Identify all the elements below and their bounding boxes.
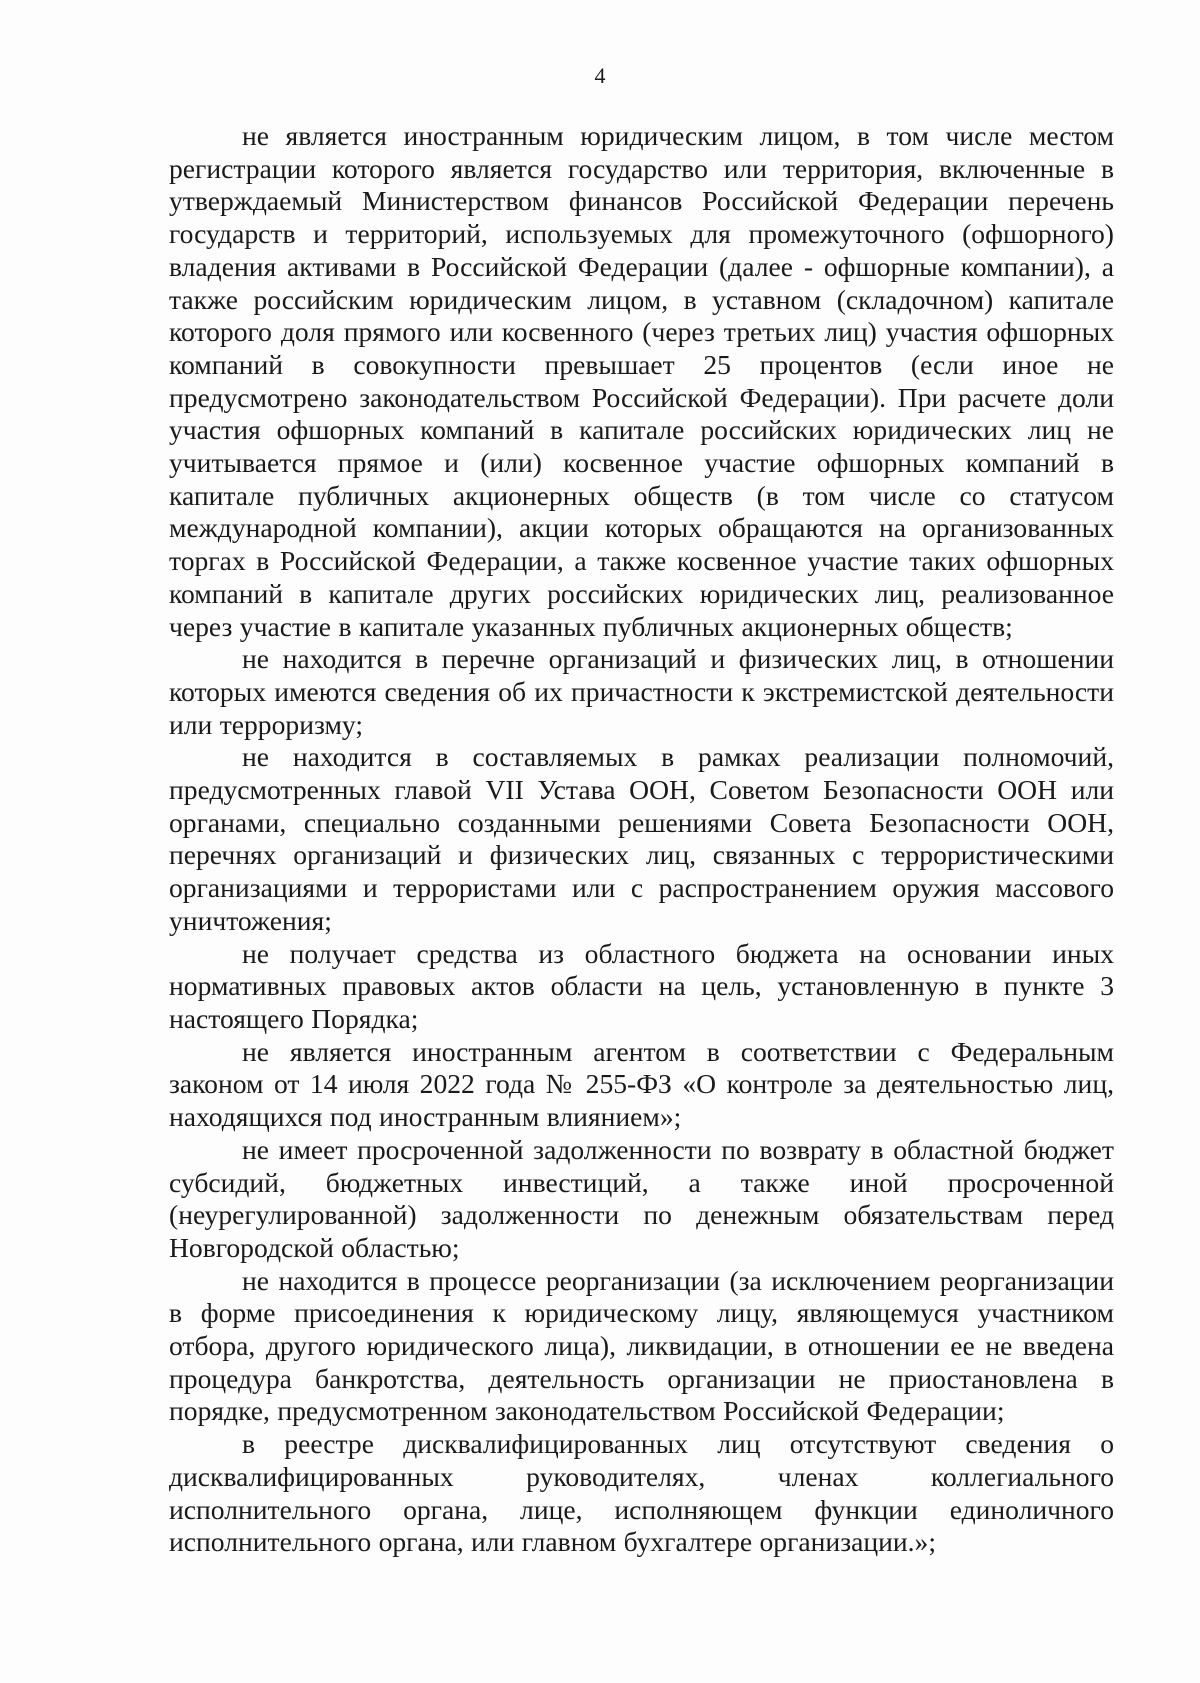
paragraph-foreign-agent: не является иностранным агентом в соответствии с Федеральным законом от 14 июля 2022 года № 255-ФЗ «О контроле за деятельностью лиц, находящихся под иностранным влиянием»; (169, 1035, 1114, 1133)
document-body (169, 120, 1114, 1559)
paragraph-offshore-company: не является иностранным юридическим лицом, в том числе местом регистрации которого является государство или территория, включенные в утверждаемый Министерством финансов Российской Федерации перечень государств и территорий, используемых для промежуточного (офшорного) владения активами в Российской Федерации (далее - офшорные компании), а также российским юридическим лицом, в уставном (складочном) капитале которого доля прямого или косвенного (через третьих лиц) участия офшорных компаний в совокупности превышает 25 процентов (если иное не предусмотрено законодательством Российской Федерации). При расчете доли участия офшорных компаний в капитале российских юридических лиц не учитывается прямое и (или) косвенное участие офшорных компаний в капитале публичных акционерных обществ (в том числе со статусом международной компании), акции которых обращаются на организованных торгах в Российской Федерации, а также косвенное участие таких офшорных компаний в капитале других российских юридических лиц, реализованное через участие в капитале указанных публичных акционерных обществ; (169, 120, 1114, 642)
paragraph-disqualified-persons: в реестре дисквалифицированных лиц отсутствуют сведения о дисквалифицированных руководителях, членах коллегиального исполнительного органа, лице, исполняющем функции единоличного исполнительного органа, или главном бухгалтере организации.»; (169, 1428, 1114, 1558)
paragraph-extremism-list: не находится в перечне организаций и физических лиц, в отношении которых имеются сведения об их причастности к экстремистской деятельности или терроризму; (169, 643, 1114, 740)
page-number: 4 (594, 63, 606, 88)
paragraph-overdue-debt: не имеет просроченной задолженности по возврату в областной бюджет субсидий, бюджетных инвестиций, а также иной просроченной (неурегулированной) задолженности по денежным обязательствам перед Новгородской областью; (169, 1133, 1114, 1263)
paragraph-regional-budget-funds: не получает средства из областного бюджета на основании иных нормативных правовых актов области на цель, установленную в пункте 3 настоящего Порядка; (169, 937, 1114, 1034)
paragraph-reorganization: не находится в процессе реорганизации (за исключением реорганизации в форме присоединения к юридическому лицу, являющемуся участником отбора, другого юридического лица), ликвидации, в отношении ее не введена процедура банкротства, деятельность организации не приостановлена в порядке, предусмотренном законодательством Российской Федерации; (169, 1264, 1114, 1427)
paragraph-un-security-council-list: не находится в составляемых в рамках реализации полномочий, предусмотренных главой VII Устава ООН, Советом Безопасности ООН или органами, специально созданными решениями Совета Безопасности ООН, перечнях организаций и физических лиц, связанных с террористическими организациями и террористами или с распространением оружия массового уничтожения; (169, 741, 1114, 936)
